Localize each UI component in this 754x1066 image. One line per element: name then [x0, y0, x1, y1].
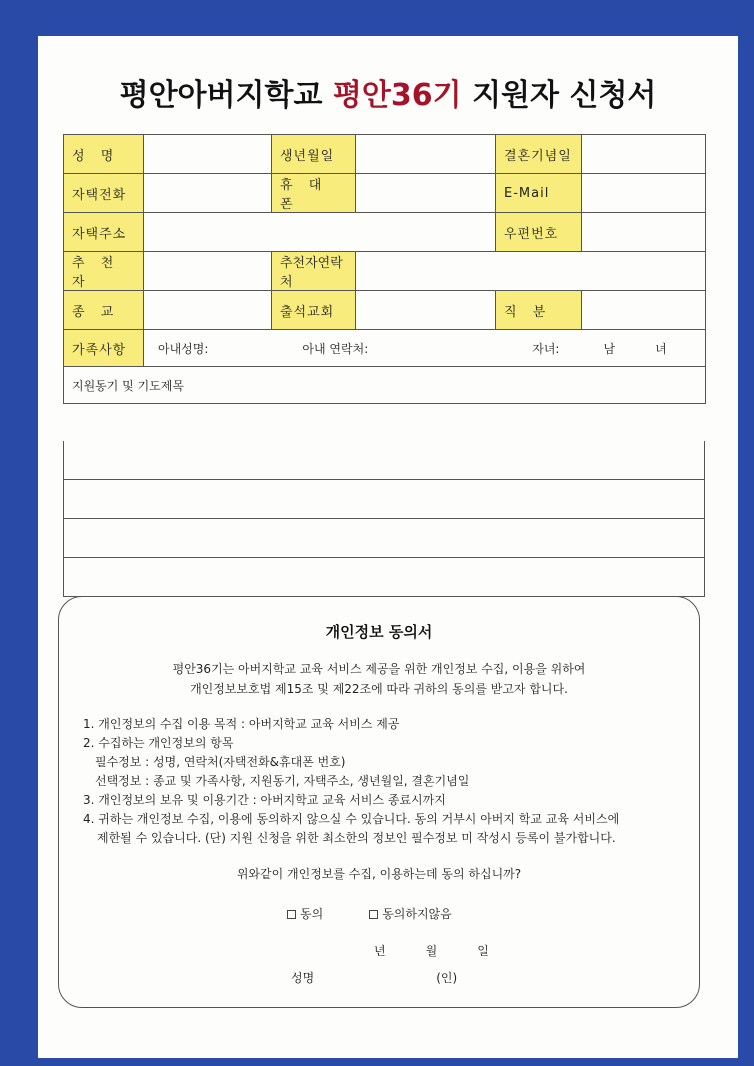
address-field[interactable]	[144, 213, 496, 252]
motive-lines[interactable]	[63, 441, 705, 597]
consent-options	[287, 905, 452, 922]
zip-field[interactable]	[582, 213, 706, 252]
name-field[interactable]	[144, 135, 272, 174]
consent-intro-line: 개인정보보호법 제15조 및 제22조에 따라 귀하의 동의를 받고자 합니다.	[190, 682, 568, 696]
home-phone-label: 자택전화	[64, 174, 144, 213]
email-label: E-Mail	[496, 174, 582, 213]
title-form: 지원자 신청서	[472, 78, 657, 113]
position-field[interactable]	[582, 291, 706, 330]
wife-name-label: 아내성명:	[158, 341, 209, 356]
motive-line[interactable]	[63, 519, 705, 558]
consent-item: 1. 개인정보의 수집 이용 목적 : 아버지학교 교육 서비스 제공	[83, 717, 400, 731]
motive-line[interactable]	[63, 480, 705, 519]
consent-intro	[59, 659, 699, 699]
disagree-option[interactable]	[369, 905, 452, 922]
page-title	[38, 70, 738, 114]
consent-item-continued: 제한될 수 있습니다. (단) 지원 신청을 위한 최소한의 정보인 필수정보 미 작성시 등록이 불가합니다.	[97, 831, 616, 845]
seal-label: (인)	[436, 971, 458, 985]
consent-title: 개인정보 동의서	[325, 623, 433, 641]
mobile-label: 휴 대 폰	[272, 174, 356, 213]
home-phone-field[interactable]	[144, 174, 272, 213]
zip-label: 우편번호	[496, 213, 582, 252]
title-cohort: 평안36기	[332, 78, 462, 113]
title-school: 평안아버지학교	[119, 78, 323, 113]
recommender-label: 추 천 자	[64, 252, 144, 291]
recommender-contact-field[interactable]	[356, 252, 706, 291]
motive-line[interactable]	[63, 558, 705, 597]
consent-items	[83, 715, 619, 848]
anniversary-field[interactable]	[582, 135, 706, 174]
disagree-label: 동의하지않음	[382, 907, 452, 921]
consent-date	[374, 942, 489, 959]
daughter-label: 녀	[655, 341, 667, 356]
day-label: 일	[477, 944, 489, 958]
agree-option[interactable]	[287, 905, 323, 922]
consent-item: 2. 수집하는 개인정보의 항목	[83, 736, 234, 750]
recommender-contact-label: 추천자연락처	[272, 252, 356, 291]
recommender-field[interactable]	[144, 252, 272, 291]
birth-field[interactable]	[356, 135, 496, 174]
signature-name-label: 성명	[291, 971, 315, 985]
consent-item: 3. 개인정보의 보유 및 이용기간 : 아버지학교 교육 서비스 종료시까지	[83, 793, 446, 807]
consent-item: 4. 귀하는 개인정보 수집, 이용에 동의하지 않으실 수 있습니다. 동의 거부시 아버지 학교 교육 서비스에	[83, 812, 620, 826]
motive-label: 지원동기 및 기도제목	[64, 367, 706, 404]
month-label: 월	[425, 944, 438, 958]
consent-item-optional: 선택정보 : 종교 및 가족사항, 지원동기, 자택주소, 생년월일, 결혼기념일	[95, 774, 470, 788]
privacy-consent-box	[58, 596, 700, 1008]
name-label: 성 명	[64, 135, 144, 174]
family-field[interactable]	[144, 330, 706, 367]
family-label: 가족사항	[64, 330, 144, 367]
consent-signature	[291, 969, 457, 986]
agree-checkbox[interactable]	[287, 910, 296, 919]
email-field[interactable]	[582, 174, 706, 213]
consent-question: 위와같이 개인정보를 수집, 이용하는데 동의 하십니까?	[236, 867, 522, 881]
agree-label: 동의	[300, 907, 324, 921]
consent-item-required: 필수정보 : 성명, 연락처(자택전화&휴대폰 번호)	[95, 755, 346, 769]
son-label: 남	[603, 341, 616, 356]
year-label: 년	[374, 944, 386, 958]
church-field[interactable]	[356, 291, 496, 330]
religion-label: 종 교	[64, 291, 144, 330]
address-label: 자택주소	[64, 213, 144, 252]
position-label: 직 분	[496, 291, 582, 330]
mobile-field[interactable]	[356, 174, 496, 213]
anniversary-label: 결혼기념일	[496, 135, 582, 174]
application-page	[38, 36, 738, 1058]
motive-line[interactable]	[63, 441, 705, 480]
children-label: 자녀:	[532, 341, 560, 356]
consent-intro-line: 평안36기는 아버지학교 교육 서비스 제공을 위한 개인정보 수집, 이용을 위하여	[172, 662, 586, 676]
disagree-checkbox[interactable]	[369, 910, 378, 919]
religion-field[interactable]	[144, 291, 272, 330]
birth-label: 생년월일	[272, 135, 356, 174]
application-form	[63, 134, 706, 404]
church-label: 출석교회	[272, 291, 356, 330]
wife-contact-label: 아내 연락처:	[302, 341, 369, 356]
